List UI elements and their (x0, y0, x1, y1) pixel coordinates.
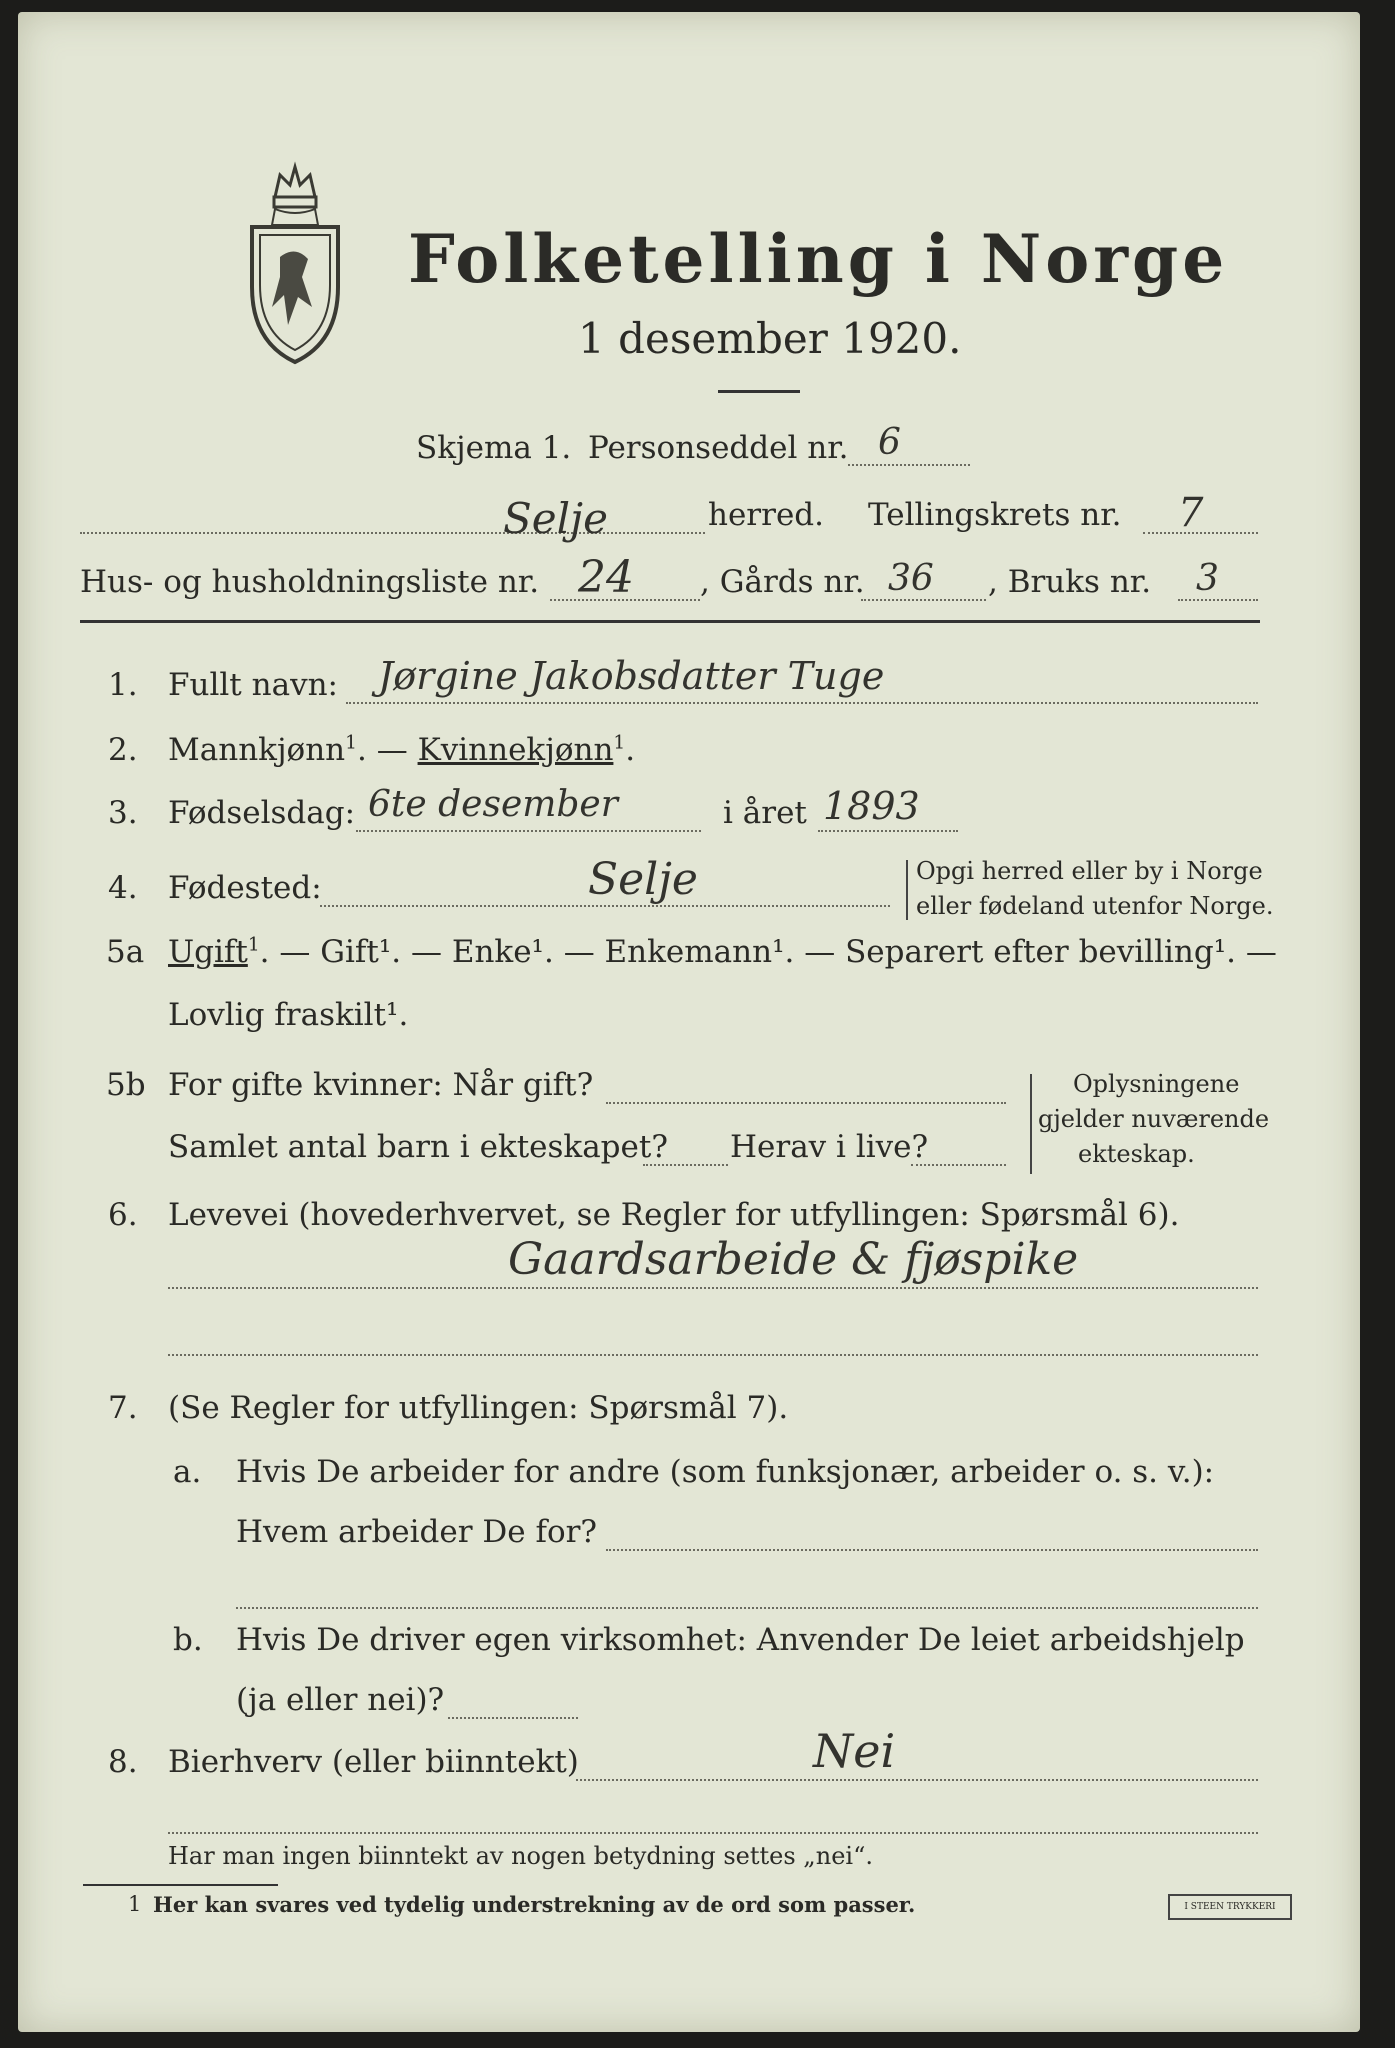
form-title: Folketelling i Norge (408, 220, 1229, 298)
q7-label: (Se Regler for utfyllingen: Spørsmål 7). (168, 1390, 789, 1426)
marital-other-options[interactable]: . — Gift¹. — Enke¹. — Enkemann¹. — Separert efter bevilling¹. — (259, 934, 1277, 970)
q5b-note-2: gjelder nuværende (1038, 1105, 1270, 1133)
q4-note-1: Opgi herred eller by i Norge (916, 857, 1263, 885)
footnote-mark: 1 (128, 1892, 142, 1916)
q4-note-2: eller fødeland utenfor Norge. (916, 892, 1274, 920)
q5b-note-3: ekteskap. (1078, 1140, 1195, 1168)
q1-number: 1. (108, 667, 138, 703)
q5b-label-3: Herav i live? (730, 1129, 929, 1165)
footnote-rule (83, 1884, 278, 1886)
printer-stamp: I STEEN TRYKKERI (1168, 1894, 1292, 1920)
census-form-page (18, 12, 1360, 2032)
husholdning-value: 24 (578, 552, 634, 603)
q8-number: 8. (108, 1744, 138, 1780)
title-rule (718, 390, 800, 393)
option-kvinnekjonn[interactable]: Kvinnekjønn (417, 732, 614, 768)
children-alive-field[interactable] (911, 1164, 1006, 1166)
q5a-number: 5a (106, 934, 145, 970)
personseddel-label: Personseddel nr. (588, 430, 849, 466)
q6-number: 6. (108, 1197, 138, 1233)
full-name-value: Jørgine Jakobsdatter Tuge (378, 654, 885, 698)
gards-field[interactable] (861, 599, 986, 601)
q2-number: 2. (108, 732, 138, 768)
birthday-field[interactable] (356, 830, 701, 832)
employer-field[interactable] (606, 1549, 1258, 1551)
marital-options: Ugift$^1$. — Gift¹. — Enke¹. — Enkemann¹. — Separert efter bevilling¹. — (168, 934, 1277, 970)
children-count-field[interactable] (643, 1164, 728, 1166)
herred-field[interactable] (80, 532, 705, 534)
option-lovlig-fraskilt[interactable]: Lovlig fraskilt¹. (168, 997, 409, 1033)
q6-label: Levevei (hovederhvervet, se Regler for utfyllingen: Spørsmål 6). (168, 1197, 1180, 1233)
side-income-value: Nei (813, 1724, 896, 1778)
q5b-note-1: Oplysningene (1073, 1070, 1240, 1098)
gender-options: Mannkjønn$^1$. — Kvinnekjønn$^1$. (168, 732, 636, 768)
q7-number: 7. (108, 1390, 138, 1426)
personseddel-value: 6 (878, 422, 901, 463)
side-income-field-2[interactable] (168, 1832, 1258, 1834)
skjema-label: Skjema 1. (416, 430, 572, 466)
birth-year-value: 1893 (823, 784, 920, 828)
herred-label: herred. (708, 497, 824, 533)
footnote-text: Her kan svares ved tydelig understrekning av de ord som passer. (153, 1892, 916, 1917)
tellingskrets-value: 7 (1178, 490, 1204, 536)
option-mannkjonn[interactable]: Mannkjønn (168, 732, 346, 768)
q3-label: Fødselsdag: (168, 795, 356, 831)
q8-label: Bierhverv (eller biinntekt) (168, 1744, 579, 1780)
gards-label: , Gårds nr. (700, 564, 865, 600)
census-date: 1 desember 1920. (578, 314, 962, 363)
birthday-value: 6te desember (368, 784, 618, 825)
side-income-note: Har man ingen biinntekt av nogen betydning settes „nei“. (168, 1842, 873, 1870)
husholdning-label: Hus- og husholdningsliste nr. (80, 564, 540, 600)
personseddel-field[interactable] (848, 464, 970, 466)
q1-label: Fullt navn: (168, 667, 338, 703)
q4-brace (906, 860, 908, 920)
occupation-value: Gaardsarbeide & fjøspike (508, 1234, 1079, 1285)
full-name-field[interactable] (346, 702, 1258, 704)
coat-of-arms-icon (240, 157, 350, 367)
q7a-letter: a. (173, 1454, 202, 1490)
q5b-label-2: Samlet antal barn i ekteskapet? (168, 1129, 668, 1165)
side-income-field[interactable] (576, 1779, 1258, 1781)
hired-help-field[interactable] (448, 1717, 578, 1719)
gards-value: 36 (888, 558, 934, 599)
q5b-brace (1030, 1074, 1032, 1174)
employer-field-2[interactable] (236, 1607, 1258, 1609)
birthplace-field[interactable] (320, 905, 890, 907)
bruks-label: , Bruks nr. (988, 564, 1152, 600)
q7b-label-1: Hvis De driver egen virksomhet: Anvender De leiet arbeidshjelp (236, 1622, 1245, 1658)
q4-number: 4. (108, 870, 138, 906)
occupation-field[interactable] (168, 1287, 1258, 1289)
q3-number: 3. (108, 795, 138, 831)
q7a-label-2: Hvem arbeider De for? (236, 1514, 598, 1550)
gender-separator: . — (357, 732, 418, 768)
birth-year-field[interactable] (818, 830, 958, 832)
bruks-value: 3 (1196, 558, 1219, 599)
herred-value: Selje (503, 494, 608, 543)
q4-label: Fødested: (168, 870, 322, 906)
tellingskrets-label: Tellingskrets nr. (868, 497, 1122, 533)
header-rule (80, 620, 1260, 623)
q7b-label-2: (ja eller nei)? (236, 1682, 445, 1718)
bruks-field[interactable] (1178, 599, 1258, 601)
occupation-field-2[interactable] (168, 1354, 1258, 1356)
option-ugift[interactable]: Ugift (168, 934, 248, 970)
q7a-label-1: Hvis De arbeider for andre (som funksjonær, arbeider o. s. v.): (236, 1454, 1215, 1490)
birth-year-label: i året (723, 795, 807, 831)
q5b-number: 5b (106, 1067, 146, 1103)
q7b-letter: b. (173, 1622, 203, 1658)
married-when-field[interactable] (606, 1102, 1006, 1104)
q5b-label-1: For gifte kvinner: Når gift? (168, 1067, 594, 1103)
birthplace-value: Selje (588, 854, 698, 905)
gender-end: . (625, 732, 636, 768)
